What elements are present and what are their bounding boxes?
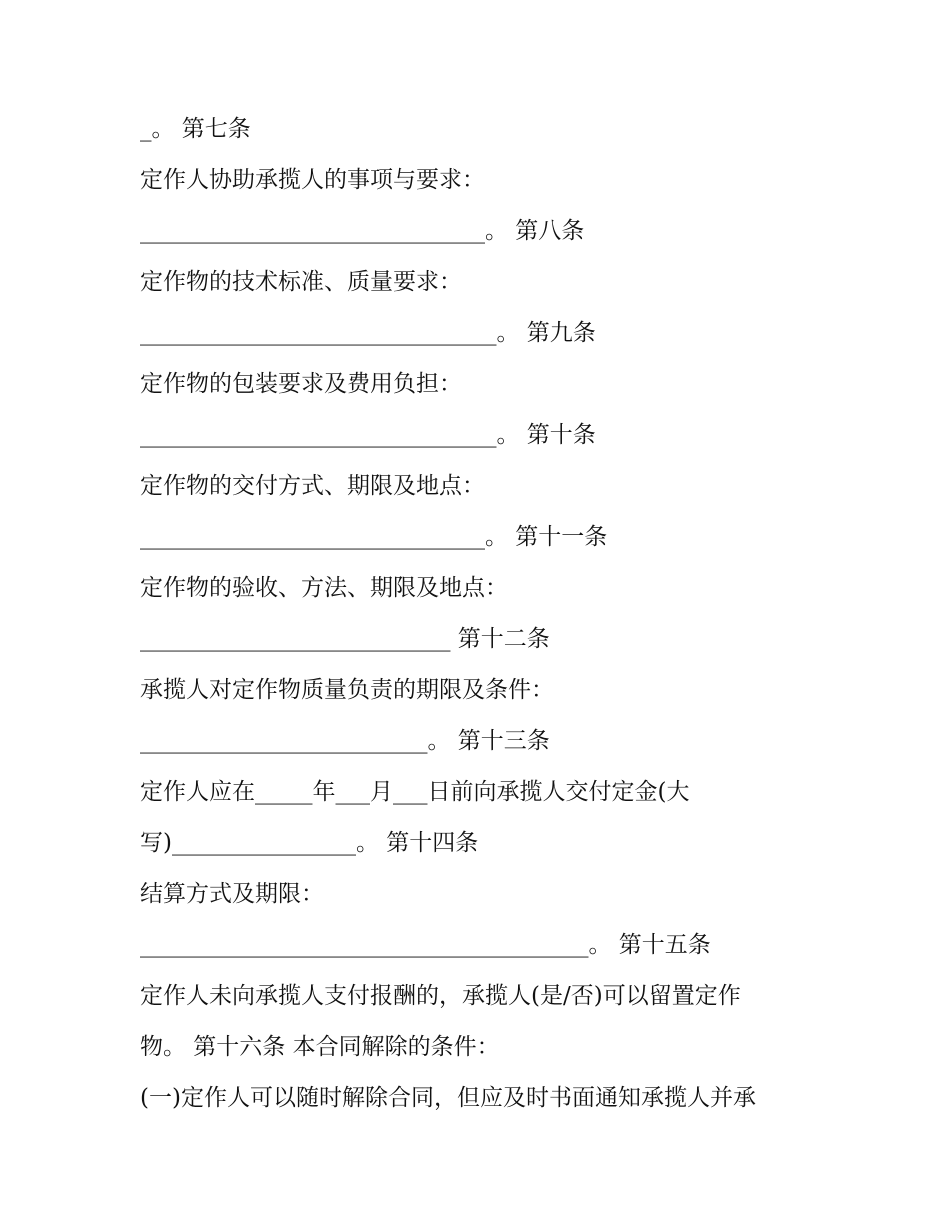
text-line-16: 结算方式及期限： [140, 881, 324, 907]
text-line-13: _________________________。 第十三条 [140, 728, 550, 754]
text-line-17: _______________________________________。 第十五条 [140, 932, 711, 958]
text-line-6: 定作物的包装要求及费用负担： [140, 371, 462, 397]
text-line-9: ______________________________。 第十一条 [140, 524, 608, 550]
text-line-10: 定作物的验收、方法、期限及地点： [140, 575, 508, 601]
document-body [140, 104, 820, 1124]
text-line-14: 定作人应在_____年___月___日前向承揽人交付定金(大 [140, 779, 690, 805]
text-line-4: 定作物的技术标准、质量要求： [140, 269, 462, 295]
text-line-15: 写)________________。 第十四条 [140, 830, 479, 856]
text-line-1: _。 第七条 [140, 116, 251, 142]
text-line-18: 定作人未向承揽人支付报酬的，承揽人(是/否)可以留置定作 [140, 983, 741, 1009]
text-line-20: (一)定作人可以随时解除合同，但应及时书面通知承揽人并承 [140, 1085, 756, 1111]
text-line-5: _______________________________。 第九条 [140, 320, 596, 346]
text-line-19: 物。 第十六条 本合同解除的条件： [140, 1034, 500, 1060]
text-line-3: ______________________________。 第八条 [140, 218, 585, 244]
text-line-12: 承揽人对定作物质量负责的期限及条件： [140, 677, 554, 703]
text-line-11: ___________________________ 第十二条 [140, 626, 550, 652]
text-line-7: _______________________________。 第十条 [140, 422, 596, 448]
text-line-8: 定作物的交付方式、期限及地点： [140, 473, 485, 499]
text-line-2: 定作人协助承揽人的事项与要求： [140, 167, 485, 193]
